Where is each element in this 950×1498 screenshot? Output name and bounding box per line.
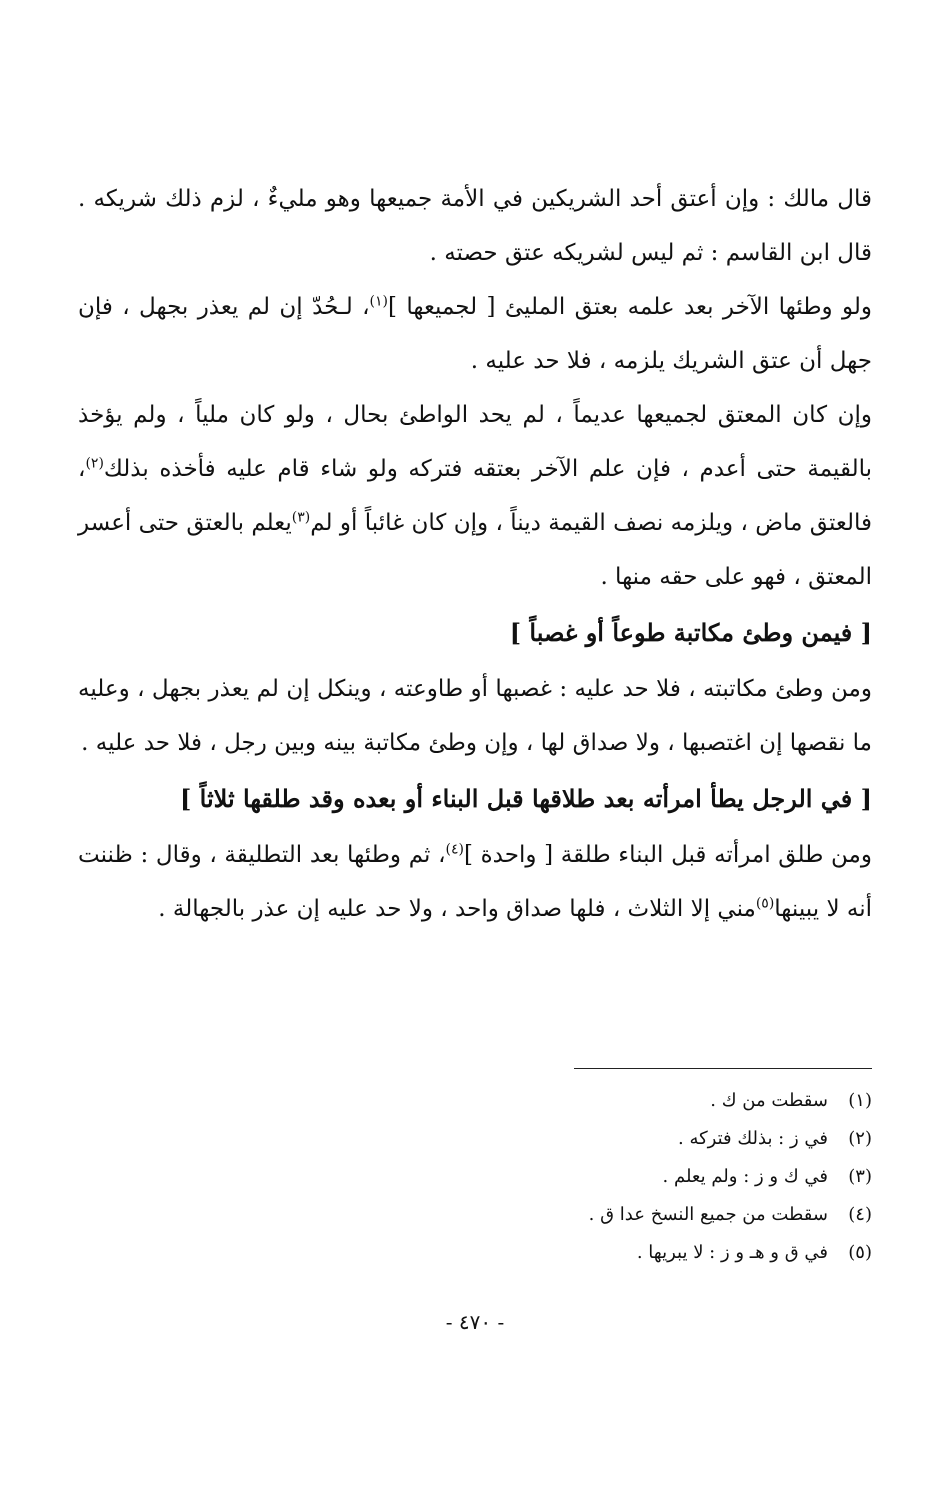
footnote-text: في ك و ز : ولم يعلم . [662, 1166, 828, 1187]
footnote-number: (٣) [848, 1166, 872, 1187]
footnotes-list [272, 1082, 872, 1272]
paragraph-3 [78, 388, 872, 604]
page-number: - ٤٧٠ - [445, 1310, 505, 1334]
footnote-number: (٤) [848, 1204, 872, 1225]
footnote-ref-2: (٢) [85, 455, 104, 472]
footnote-ref-3: (٣) [291, 509, 311, 526]
footnote-text: سقطت من ك . [710, 1090, 828, 1111]
paragraph-5-text-b: ، ثم وطئها بعد التطليقة ، وقال : ظننت أنه لا يبينها [78, 842, 872, 922]
section-heading-2: [ في الرجل يطأ امرأته بعد طلاقها قبل البناء أو بعده وقد طلقها ثلاثاً ] [179, 784, 872, 813]
footnote-text: سقطت من جميع النسخ عدا ق . [588, 1204, 828, 1225]
paragraph-1: قال مالك : وإن أعتق أحد الشريكين في الأمة جميعها وهو مليءٌ ، لزم ذلك شريكه . قال ابن القاسم : ثم ليس لشريكه عتق حصته . [78, 186, 872, 266]
paragraph-5-text-a: ومن طلق امرأته قبل البناء طلقة [ واحدة ] [463, 842, 872, 868]
footnote-divider [574, 1068, 872, 1069]
section-heading-1: [ فيمن وطئ مكاتبة طوعاً أو غصباً ] [509, 618, 872, 647]
footnote-ref-5: (٥) [755, 895, 775, 912]
footnote-number: (١) [848, 1090, 872, 1111]
footnote-text: في ز : بذلك فتركه . [678, 1128, 828, 1149]
paragraph-4: ومن وطئ مكاتبته ، فلا حد عليه : غصبها أو طاوعته ، وينكل إن لم يعذر بجهل ، وعليه ما نقصها إن اغتصبها ، ولا صداق لها ، وإن وطئ مكاتبة بينه وبين رجل ، فلا حد عليه . [78, 676, 872, 756]
footnote-item [272, 1082, 872, 1120]
paragraph-2-text-a: ولو وطئها الآخر بعد علمه بعتق المليئ [ لجميعها ] [388, 294, 873, 320]
footnote-item [272, 1196, 872, 1234]
footnote-ref-1: (١) [369, 293, 388, 310]
footnote-number: (٢) [848, 1128, 872, 1149]
paragraph-5-text-c: مني إلا الثلاث ، فلها صداق واحد ، ولا حد عليه إن عذر بالجهالة . [158, 896, 756, 922]
footnote-item [272, 1120, 872, 1158]
footnote-number: (٥) [848, 1242, 872, 1263]
footnote-text: في ق و هـ و ز : لا يبريها . [636, 1242, 828, 1263]
footnote-item [272, 1234, 872, 1272]
paragraph-2 [78, 280, 872, 388]
page-body [78, 172, 872, 936]
footnote-ref-4: (٤) [445, 841, 464, 858]
paragraph-5 [78, 828, 872, 936]
paragraph-2-text-b: ، لـحُدّ إن لم يعذر بجهل ، فإن جهل أن عتق الشريك يلزمه ، فلا حد عليه . [78, 294, 872, 374]
paragraph-3-text-a: وإن كان المعتق لجميعها عديماً ، لم يحد الواطئ بحال ، ولو كان ملياً ، ولم يؤخذ بالقيمة حتى أعدم ، فإن علم الآخر بعتقه فتركه ولو شاء قام عليه فأخذه بذلك [78, 402, 872, 482]
paragraph-3-text-c: يعلم بالعتق حتى أعسر المعتق ، فهو على حقه منها . [78, 510, 872, 590]
paragraph-3-text-b: ، فالعتق ماض ، ويلزمه نصف القيمة ديناً ، وإن كان غائباً أو لم [78, 456, 872, 536]
footnote-item [272, 1158, 872, 1196]
